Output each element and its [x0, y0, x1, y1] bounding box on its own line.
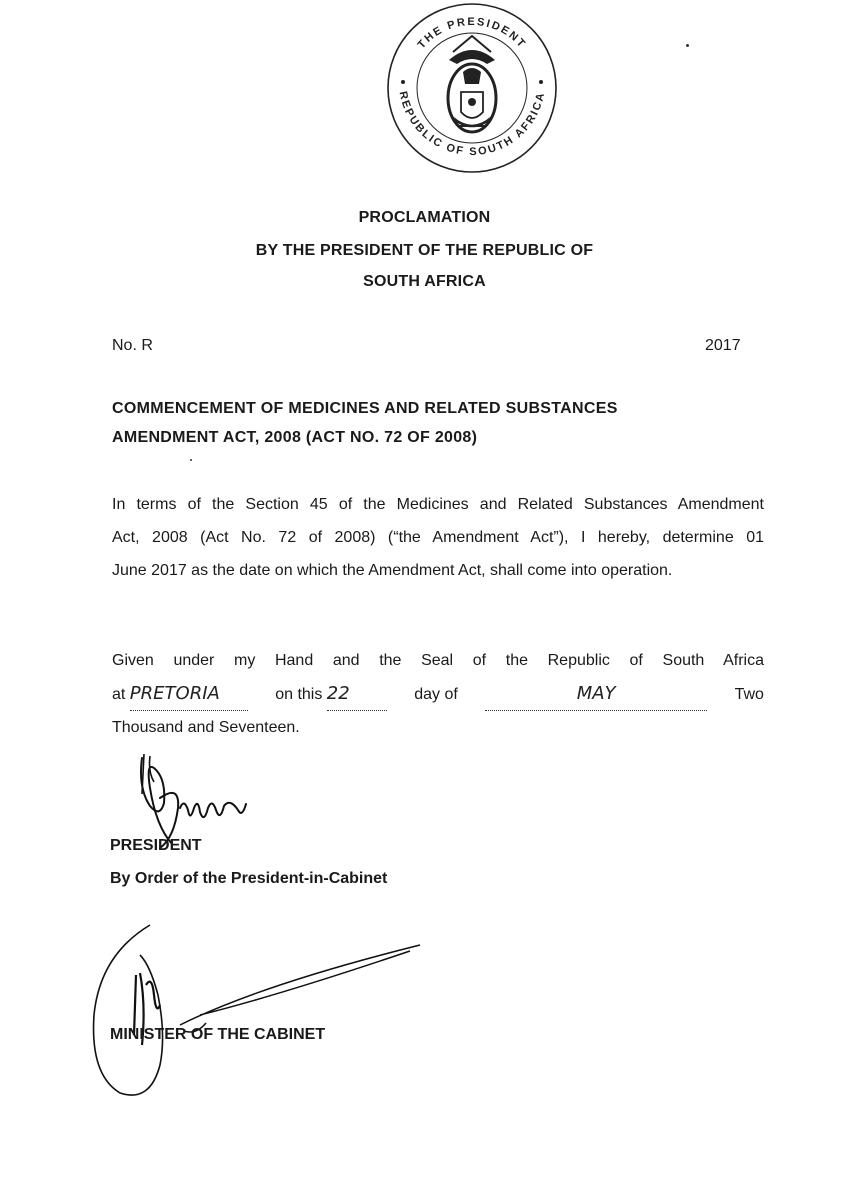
body-line: Act, 2008 (Act No. 72 of 2008) (“the Amendment Act”), I hereby, determine 01	[112, 529, 764, 546]
at-label: at	[112, 686, 126, 703]
document-title-line1: COMMENCEMENT OF MEDICINES AND RELATED SUBSTANCES	[112, 400, 618, 417]
by-order-line: By Order of the President-in-Cabinet	[110, 870, 388, 887]
document-title-line2: AMENDMENT ACT, 2008 (ACT NO. 72 OF 2008)	[112, 429, 478, 446]
notice-year: 2017	[705, 337, 741, 354]
given-paragraph	[112, 644, 764, 744]
on-this-label: on this	[275, 686, 323, 703]
scan-speck	[686, 44, 689, 47]
notice-number: No. R	[112, 337, 153, 354]
minister-signature	[80, 915, 440, 1105]
body-paragraph	[112, 488, 764, 587]
day-handwritten: 22	[327, 677, 387, 711]
two-label: Two	[734, 686, 764, 703]
given-date-line	[112, 677, 764, 711]
svg-text:REPUBLIC OF SOUTH AFRICA: REPUBLIC OF SOUTH AFRICA	[396, 90, 548, 159]
minister-label: MINISTER OF THE CABINET	[110, 1026, 326, 1043]
proclamation-heading: PROCLAMATION	[358, 209, 491, 226]
given-line: Given under my Hand and the Seal of the Republic of South Africa	[112, 652, 764, 669]
scan-speck	[190, 459, 192, 461]
proclamation-subheading-country: SOUTH AFRICA	[363, 273, 486, 290]
coat-of-arms-icon	[448, 36, 496, 132]
proclamation-subheading: BY THE PRESIDENT OF THE REPUBLIC OF	[255, 242, 594, 259]
body-line: In terms of the Section 45 of the Medicines and Related Substances Amendment	[112, 496, 764, 513]
place-handwritten: PRETORIA	[130, 677, 248, 711]
president-label: PRESIDENT	[110, 837, 202, 854]
day-of-label: day of	[414, 686, 458, 703]
presidential-seal	[383, 2, 561, 174]
svg-text:THE PRESIDENT: THE PRESIDENT	[415, 15, 529, 52]
month-handwritten: MAY	[485, 677, 707, 711]
given-line: Thousand and Seventeen.	[112, 719, 300, 736]
body-line: June 2017 as the date on which the Amendment Act, shall come into operation.	[112, 562, 673, 579]
